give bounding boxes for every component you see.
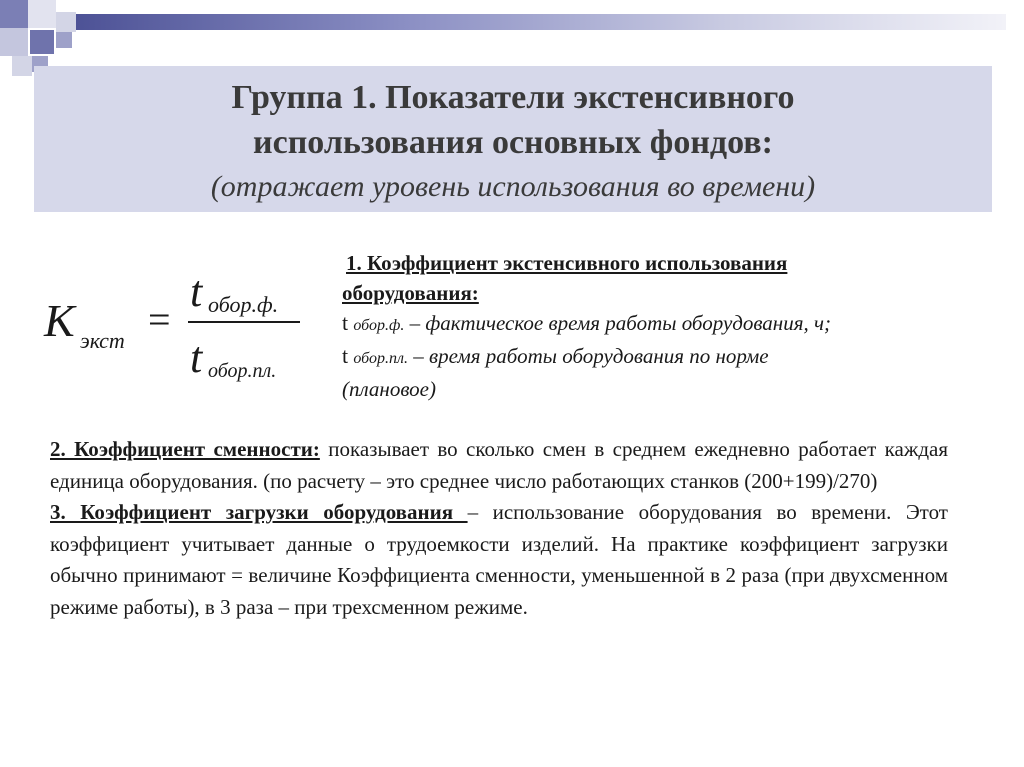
slide-title-line2: использования основных фондов: xyxy=(253,124,773,161)
corner-decor-square xyxy=(30,30,54,54)
coefficient1-definition1: t обор.ф. – фактическое время работы оборудования, ч; xyxy=(342,310,831,335)
coefficient1-definition2-cont: (плановое) xyxy=(342,377,436,401)
formula-k-subscript: экст xyxy=(80,328,125,353)
coefficient2-heading: 2. Коэффициент сменности: xyxy=(50,437,320,461)
coefficient3-text: – использование оборудования во времени. Этот коэффициент учитывает данные о трудоемкости изделий. На практике коэффициент загрузки обычно принимают = величине Коэффициента сменности, уменьшенной в 2 раза (при двухсменном режиме работы), в 3 раза – при трехсменном режиме. xyxy=(50,500,948,619)
corner-decor-square xyxy=(0,0,28,28)
formula-k: K xyxy=(44,295,75,346)
body-text xyxy=(50,434,948,624)
coefficient1-definition2: t обор.пл. – время работы оборудования по норме xyxy=(342,343,769,368)
coefficient2-text: показывает во сколько смен в среднем ежедневно работает каждая единица оборудования. (по расчету – это среднее число работающих станков (200+199)/270) xyxy=(50,437,948,493)
corner-decor-square xyxy=(56,32,72,48)
coefficient2-paragraph xyxy=(50,434,948,497)
coefficient1-block xyxy=(342,248,982,404)
slide-title-box xyxy=(34,66,992,212)
corner-decor-square xyxy=(0,28,28,56)
corner-decor-square xyxy=(12,56,32,76)
corner-decor-square xyxy=(56,12,76,32)
coefficient3-heading: 3. Коэффициент загрузки оборудования xyxy=(50,500,468,525)
corner-decor-square xyxy=(28,0,56,28)
coefficient1-heading-line2: оборудования: xyxy=(342,281,479,305)
slide-subtitle: (отражает уровень использования во времени) xyxy=(210,170,816,203)
formula-denominator-t: t xyxy=(190,333,203,382)
coefficient3-paragraph xyxy=(50,497,948,623)
formula-denominator-subscript: обор.пл. xyxy=(208,360,277,382)
top-gradient-bar xyxy=(76,14,1006,30)
slide-title-line1: Группа 1. Показатели экстенсивного xyxy=(231,79,795,116)
formula-numerator-subscript: обор.ф. xyxy=(208,292,279,317)
formula-numerator-t: t xyxy=(190,267,203,316)
formula-equals: = xyxy=(148,297,171,342)
coefficient1-heading-line1: 1. Коэффициент экстенсивного использования xyxy=(346,251,788,275)
formula-fraction-bar xyxy=(188,321,300,323)
formula-k-ext xyxy=(44,266,324,396)
